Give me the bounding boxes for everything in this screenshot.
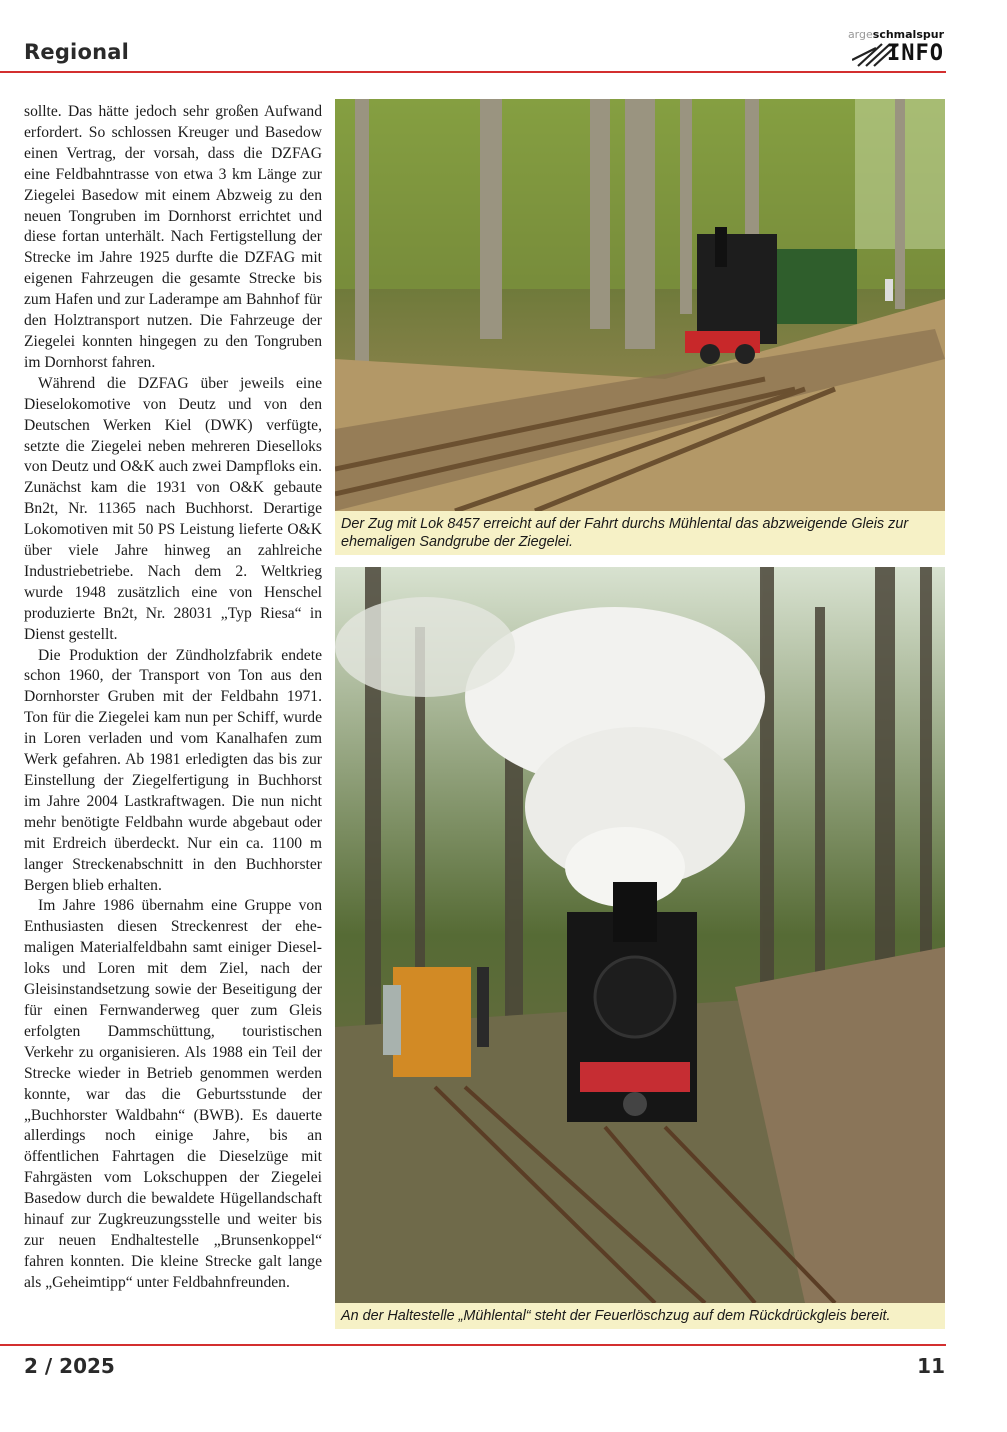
article-text — [24, 102, 322, 1294]
logo-prefix: arge — [847, 28, 873, 41]
photo-bottom-steam-loco-station — [335, 567, 945, 1303]
paragraph: sollte. Das hätte jedoch sehr großen Aufwand erfordert. So schlossen Kreuger und Basedow einen Vertrag, der vorsah, dass die DZFAG eine Feldbahntrasse von etwa 3 km Länge zur Ziegelei Basedow mit einem Abzweig zu den neuen Tongruben im Dornhorst errichtet und diese fortan unterhält. Nach Fertigstellung der Strecke im Jahre 1925 durfte die DZFAG mit eigenen Fahrzeugen die gesamte Strecke bis zum Hafen und zur Laderampe am Bahnhof für den Holztransport nutzen. Die Fahrzeuge der Ziegelei konnten hingegen zu den Tongruben im Dornhorst fahren. — [24, 103, 322, 371]
photo-top-caption: Der Zug mit Lok 8457 erreicht auf der Fahrt durchs Mühlental das abzweigende Gleis zur ehemaligen Sandgrube der Ziegelei. — [335, 511, 945, 555]
section-title: Regional — [24, 40, 129, 64]
issue-number: 2 / 2025 — [24, 1354, 115, 1378]
header-rule — [0, 71, 946, 73]
paragraph: Während die DZFAG über jeweils eine Dieselokomotive von Deutz und von den Deutschen Werken Kiel (DWK) verfügte, setzte die Ziegelei neben mehreren Dieselloks von Deutz und O&K auch zwei Dampfloks ein. Zunächst kam die 1931 von O&K gebaute Bn2t, Nr. 11365 nach Buchhorst. Derartige Lokomotiven mit 50 PS Leistung lieferte O&K über viele Jahre hinweg an zahlreiche Industriebetriebe. Nach dem 2. Weltkrieg wurde 1948 zusätzlich eine von Henschel produzierte Bn2t, Nr. 28031 „Typ Riesa“ in Dienst gestellt. — [24, 374, 322, 643]
paragraph: Im Jahre 1986 übernahm eine Gruppe von Enthusiasten diesen Streckenrest der ehemaligen Materialfeldbahn samt einiger Dieselloks und Loren mit dem Ziel, nach der Gleisinstandsetzung sowie der Beseitigung der für einen Fernwanderweg quer zum Gleis erfolgten Dammschüttung, touristischen Verkehr zu organisieren. Als 1988 ein Teil der Strecke wieder in Betrieb genommen werden konnte, war das die Geburtsstunde der „Buchhorster Waldbahn“ (BWB). Es dauerte allerdings noch einige Jahre, bis an öffentlichen Fahrtagen die Dieselzüge mit Fahrgästen vom Lokschuppen der Ziegelei Basedow durch die bewaldete Hügellandschaft hinauf zur Zugkreuzungsstelle und weiter bis zur neuen Endhaltestelle „Brunsenkoppel“ fahren konnten. Die kleine Strecke galt lange als „Geheimtipp“ unter Feldbahnfreunden. — [24, 897, 322, 1291]
logo-suffix: INFO — [887, 41, 944, 66]
magazine-logo — [847, 28, 946, 70]
paragraph: Die Produktion der Zündholzfabrik endete schon 1960, der Transport von Ton aus den Dornhorster Gruben mit der Feldbahn 1971. Ton für die Ziegelei kam nun per Schiff, wurde in Loren verladen und vom Kanalhafen zum Werk gefahren. Ab 1981 erledigten das bis zur Einstellung der Ziegelfertigung in Buchhorst im Jahre 2004 Lastkraftwagen. Die nun nicht mehr benötigte Feldbahn wurde abgebaut oder mit Erdreich überdeckt. Nur ein ca. 1100 m langer Streckenabschnitt in den Buchhorster Bergen blieb erhalten. — [24, 646, 322, 894]
logo-brand: schmalspur — [872, 28, 944, 41]
photo-bottom-caption: An der Haltestelle „Mühlental“ steht der Feuerlöschzug auf dem Rückdrückgleis bereit. — [335, 1303, 945, 1329]
page-number: 11 — [917, 1354, 945, 1378]
footer-rule — [0, 1344, 946, 1346]
photo-top-steam-train-forest — [335, 99, 945, 511]
